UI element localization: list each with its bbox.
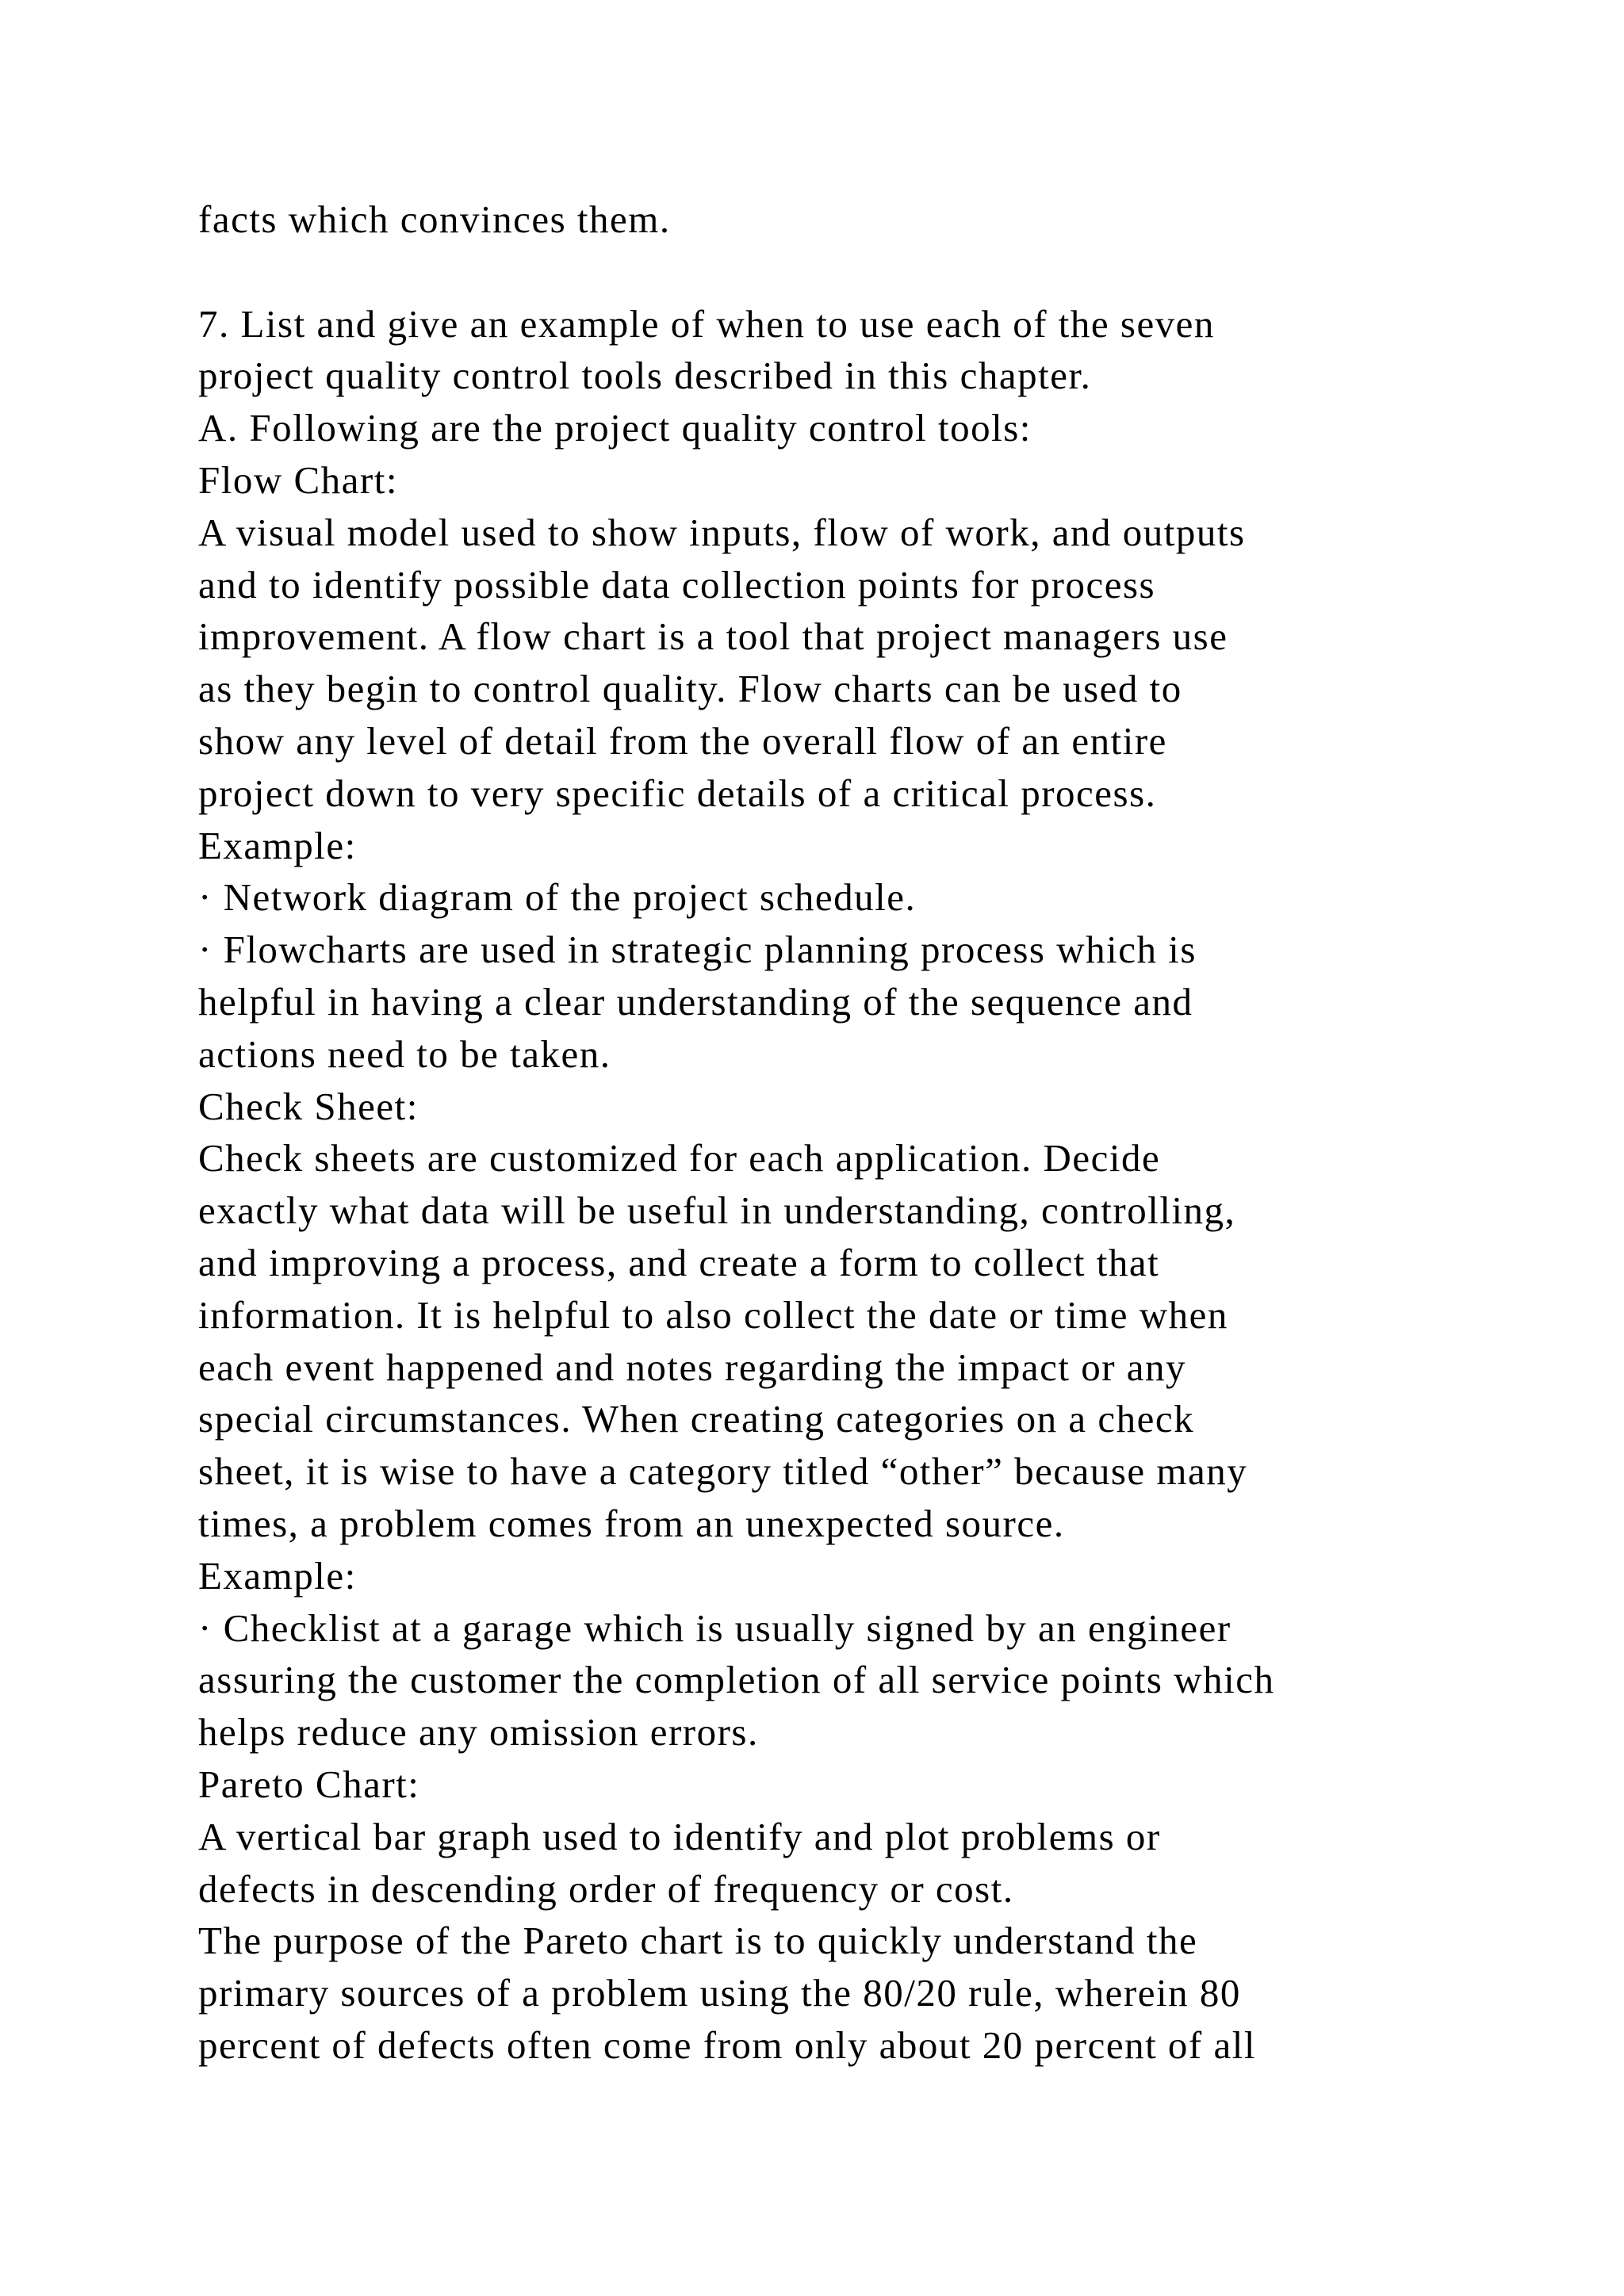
blank-line [198,246,1610,298]
text-line: and to identify possible data collection points for process [198,562,1156,607]
text-line: show any level of detail from the overall flow of an entire [198,718,1167,763]
text-line: times, a problem comes from an unexpected source. [198,1501,1065,1545]
text-line: each event happened and notes regarding the impact or any [198,1345,1187,1389]
text-line: as they begin to control quality. Flow charts can be used to [198,667,1182,711]
text-line: sheet, it is wise to have a category titled “other” because many [198,1449,1248,1494]
bullet-item: · Checklist at a garage which is usually signed by an engineer [198,1605,1231,1650]
text-line: facts which convinces them. [198,197,671,241]
text-line: and improving a process, and create a form to collect that [198,1240,1160,1284]
answer-intro-line: A. Following are the project quality control tools: [198,406,1032,450]
text-line: Check sheets are customized for each application. Decide [198,1136,1161,1181]
body-text [198,193,1610,2072]
text-line: improvement. A flow chart is a tool that project managers use [198,614,1228,659]
text-line: helps reduce any omission errors. [198,1710,759,1755]
text-line: The purpose of the Pareto chart is to quickly understand the [198,1919,1198,1963]
text-line: information. It is helpful to also collect the date or time when [198,1292,1228,1337]
example-label: Example: [198,1553,357,1598]
text-line: percent of defects often come from only about 20 percent of all [198,2022,1256,2067]
section-heading-pareto-chart: Pareto Chart: [198,1762,420,1806]
text-line: project down to very specific details of a critical process. [198,771,1157,815]
bullet-item: · Flowcharts are used in strategic planning process which is [198,928,1197,972]
text-line: exactly what data will be useful in understanding, controlling, [198,1188,1236,1233]
text-line: A vertical bar graph used to identify and plot problems or [198,1814,1161,1858]
question-line: project quality control tools described in this chapter. [198,354,1092,398]
text-line: A visual model used to show inputs, flow of work, and outputs [198,510,1246,554]
text-line: helpful in having a clear understanding of the sequence and [198,979,1193,1024]
text-line: actions need to be taken. [198,1031,611,1076]
text-line: assuring the customer the completion of all service points which [198,1658,1275,1702]
text-line: primary sources of a problem using the 80/20 rule, wherein 80 [198,1971,1241,2015]
text-line: special circumstances. When creating categories on a check [198,1397,1195,1441]
section-heading-flow-chart: Flow Chart: [198,457,398,502]
text-line: defects in descending order of frequency or cost. [198,1866,1014,1911]
example-label: Example: [198,823,357,867]
bullet-item: · Network diagram of the project schedule. [198,875,917,920]
question-line: 7. List and give an example of when to use each of the seven [198,301,1215,346]
section-heading-check-sheet: Check Sheet: [198,1084,419,1128]
